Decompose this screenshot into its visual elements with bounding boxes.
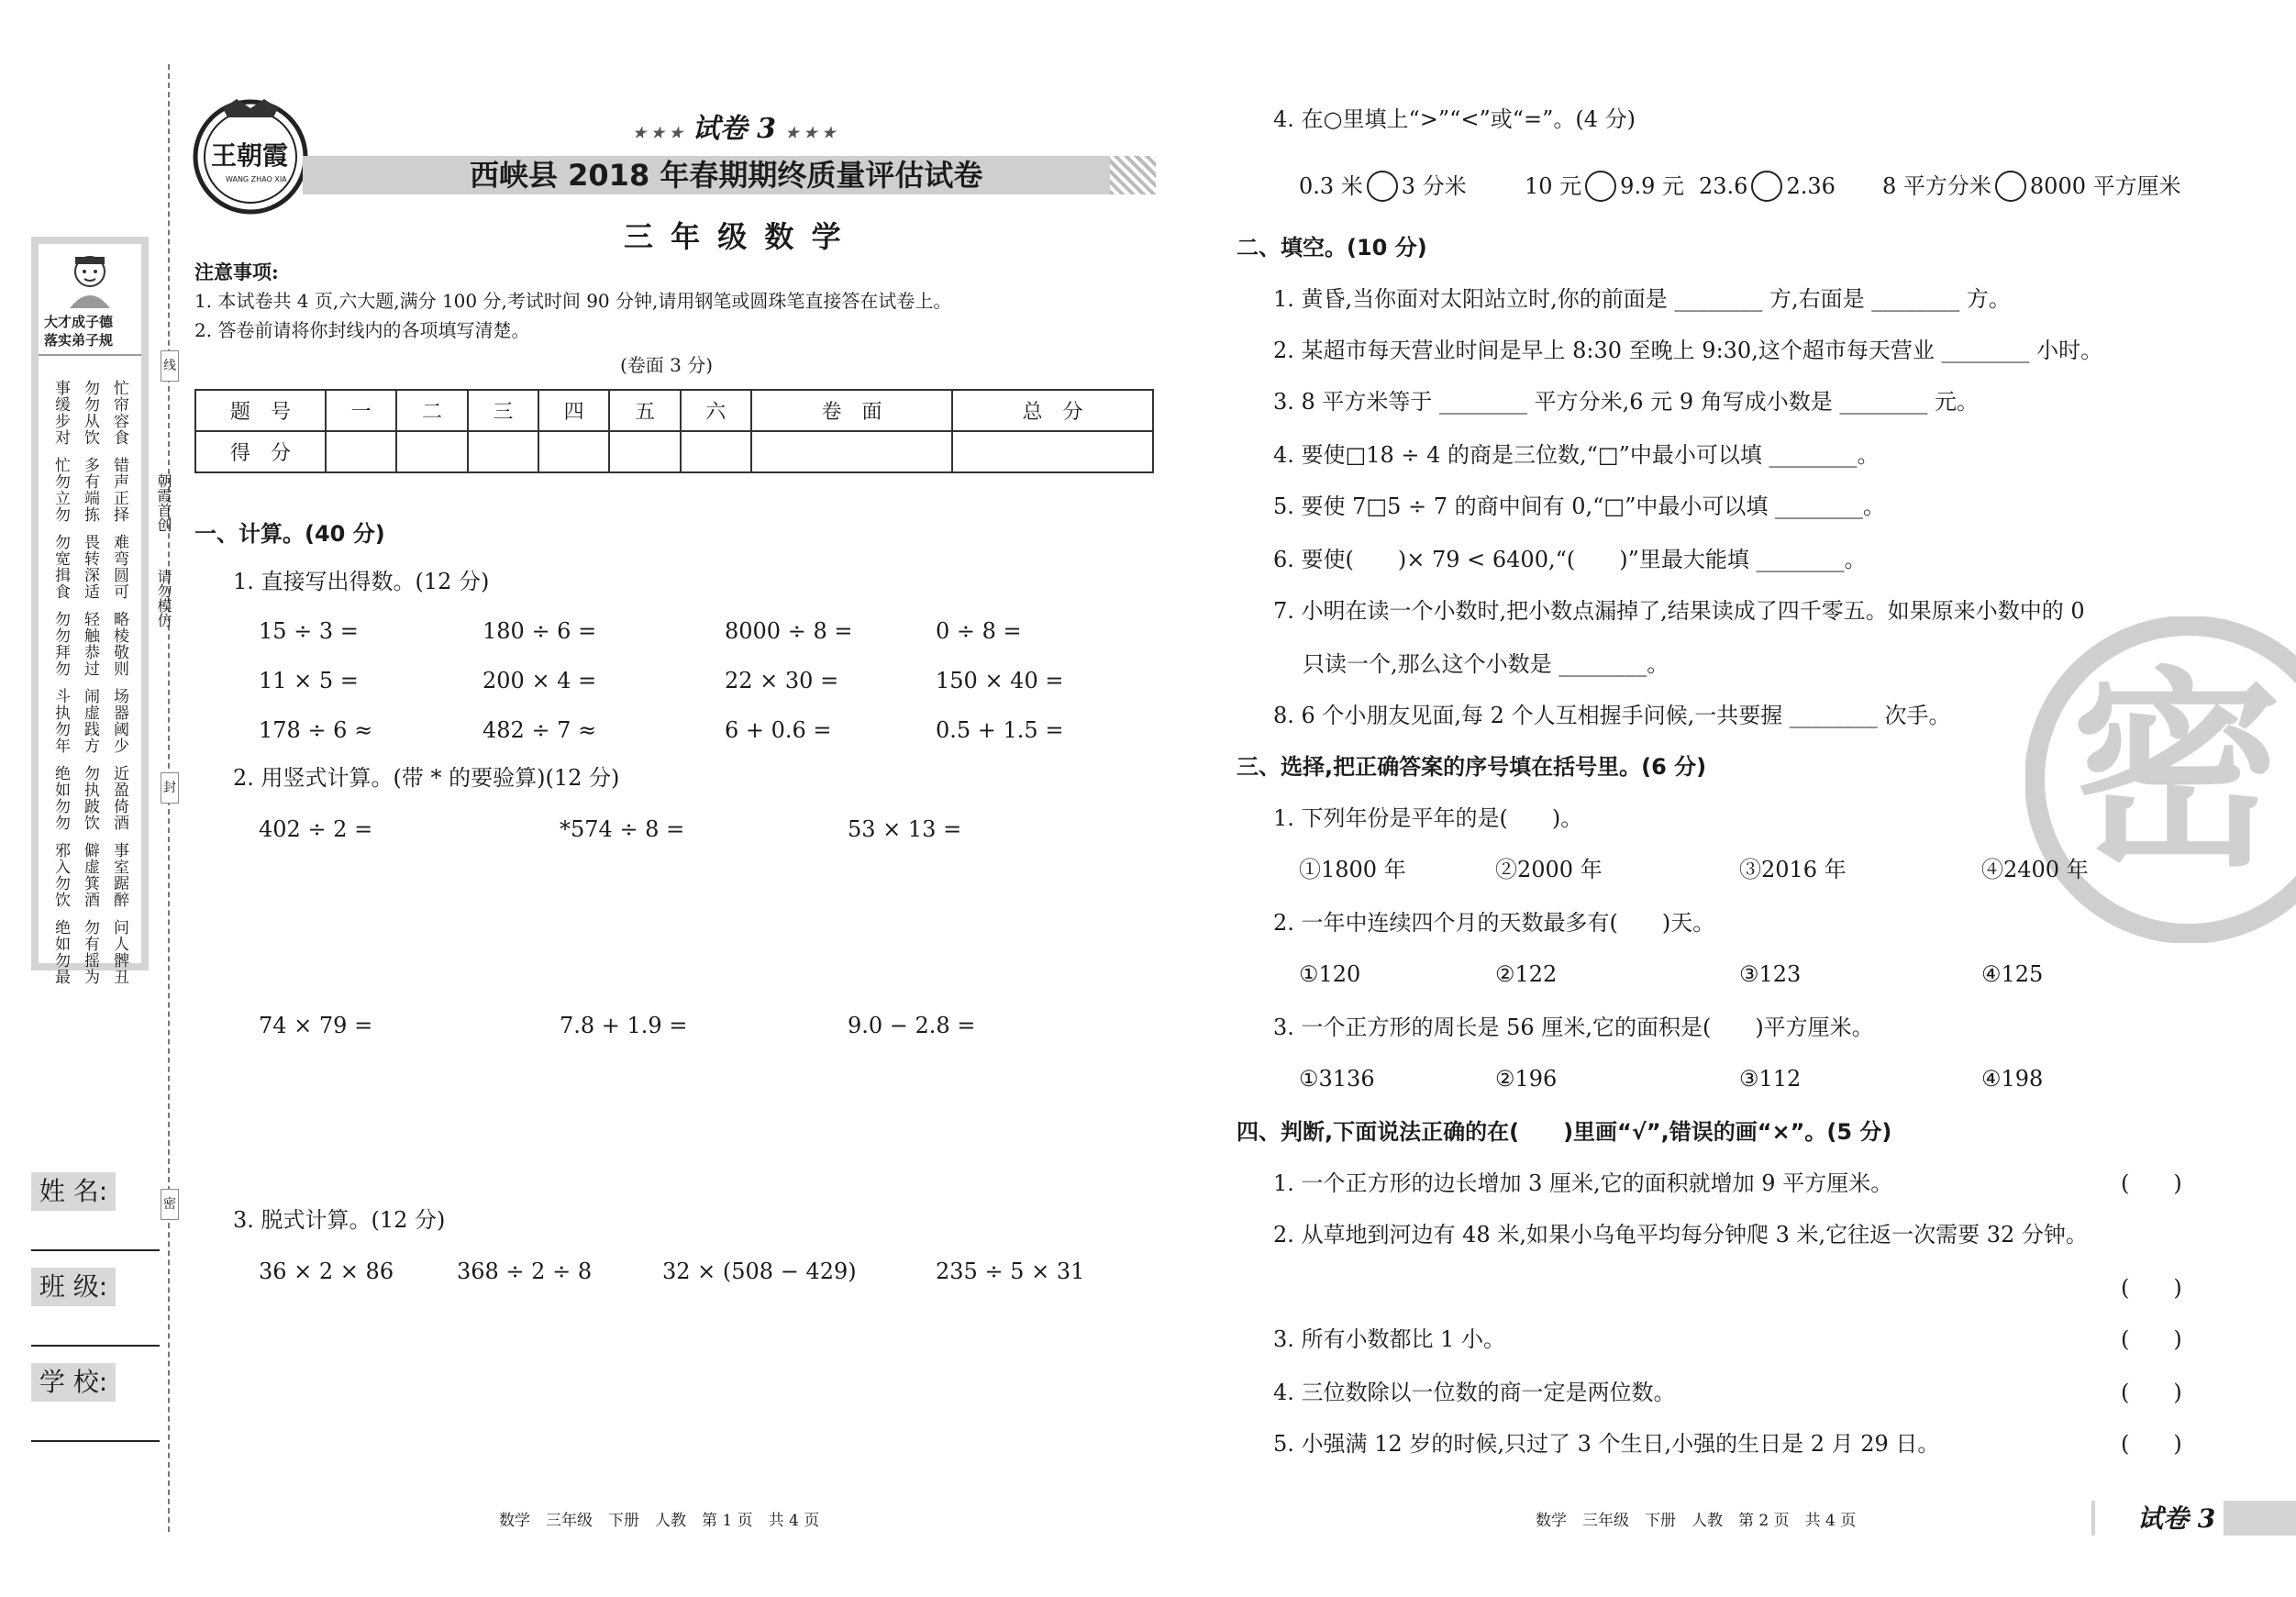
notice-line-2: 2. 答卷前请将你封线内的各项填写清楚。: [194, 319, 530, 341]
math-item: 15 ÷ 3 =: [259, 618, 359, 644]
rule-column: 多有端拣: [81, 457, 99, 523]
choice-option[interactable]: ②196: [1495, 1066, 1558, 1092]
choice-option[interactable]: ①3136: [1299, 1066, 1375, 1092]
footer-left: 数学 三年级 下册 人教 第 1 页 共 4 页: [499, 1512, 820, 1530]
vertical-calc-item: 9.0 − 2.8 =: [848, 1013, 976, 1038]
score-header-cell: 二: [396, 390, 467, 431]
fill-blank-item: 2. 某超市每天营业时间是早上 8:30 至晚上 9:30,这个超市每天营业 ________ 小时。: [1273, 338, 2103, 363]
score-header-cell: 四: [538, 390, 609, 431]
rule-column: 错声正择: [110, 457, 128, 523]
bind-mark-secret: 密: [161, 1189, 179, 1220]
rule-column: 邪入勿饮: [51, 842, 70, 908]
step-calc-item: 368 ÷ 2 ÷ 8: [457, 1259, 593, 1284]
rule-column: 事缓步对: [51, 380, 70, 446]
step-calc-item: 32 × (508 − 429): [662, 1259, 857, 1284]
compare-item: [1299, 171, 1467, 202]
rule-column: 场器阈少: [110, 688, 128, 754]
rule-column: 绝如勿最: [51, 919, 70, 985]
section1-title: 一、计算。(40 分): [194, 521, 385, 547]
true-false-item: 1. 一个正方形的边长增加 3 厘米,它的面积就增加 9 平方厘米。: [1273, 1170, 1893, 1196]
rule-column: 难弯圆可: [110, 534, 128, 600]
compare-circle[interactable]: [1995, 171, 2026, 202]
vertical-calc-item: 53 × 13 =: [848, 816, 962, 842]
choice-option[interactable]: ③2016 年: [1739, 857, 1847, 882]
rule-column: 近盈倚酒: [110, 765, 128, 831]
rule-column: 轻触恭过: [81, 611, 99, 677]
score-table-header-row: [195, 390, 1153, 431]
score-label-cell: 得 分: [195, 431, 326, 472]
score-header-cell: 六: [681, 390, 751, 431]
compare-item: [1699, 171, 1836, 202]
rule-column: 僻虚箕酒: [81, 842, 99, 908]
vertical-calc-item: 7.8 + 1.9 =: [560, 1013, 688, 1038]
math-item: 150 × 40 =: [936, 668, 1064, 693]
answer-paren[interactable]: ( ): [2121, 1380, 2182, 1405]
score-table: [194, 389, 1154, 473]
true-false-item: 2. 从草地到河边有 48 米,如果小乌龟平均每分钟爬 3 米,它往返一次需要 32 分钟。: [1273, 1222, 2088, 1248]
section3-q3: 3. 一个正方形的周长是 56 厘米,它的面积是( )平方厘米。: [1273, 1015, 1874, 1040]
section3-q2: 2. 一年中连续四个月的天数最多有( )天。: [1273, 910, 1715, 936]
math-item: 482 ÷ 7 ≈: [482, 717, 597, 743]
true-false-item: 4. 三位数除以一位数的商一定是两位数。: [1273, 1380, 1676, 1405]
fill-blank-item: 1. 黄昏,当你面对太阳站立时,你的前面是 ________ 方,右面是 ________ 方。: [1273, 286, 2011, 312]
exam-title: 西峡县 2018 年春期期终质量评估试卷: [470, 158, 983, 193]
section3-q1: 1. 下列年份是平年的是( )。: [1273, 805, 1583, 831]
sidebar-divider: [39, 354, 141, 356]
rule-column: 勿勿从饮: [81, 380, 99, 446]
fill-blank-item: 4. 要使□18 ÷ 4 的商是三位数,“□”中最小可以填 ________。: [1273, 442, 1880, 468]
side-note-1: 朝霞首创: [155, 473, 172, 532]
choice-option[interactable]: ③112: [1739, 1066, 1802, 1092]
math-item: 200 × 4 =: [482, 668, 597, 693]
class-label: 班 级:: [31, 1268, 116, 1306]
vertical-calc-item: *574 ÷ 8 =: [560, 816, 685, 842]
choice-option[interactable]: ③123: [1739, 961, 1802, 987]
bind-mark-line: 线: [161, 350, 179, 382]
score-input-cell[interactable]: [396, 431, 467, 472]
rule-column: 勿执跛饮: [81, 765, 99, 831]
name-line[interactable]: [31, 1249, 160, 1251]
rule-column: 斗执勿年: [51, 688, 70, 754]
rule-column: 问人髀丑: [110, 919, 128, 985]
side-note-2: 请勿模仿: [155, 569, 172, 627]
math-item: 180 ÷ 6 =: [482, 618, 597, 644]
true-false-item: 3. 所有小数都比 1 小。: [1273, 1326, 1506, 1352]
rule-column: 忙勿立勿: [51, 457, 70, 523]
bind-mark-seal: 封: [161, 772, 179, 804]
vertical-calc-item: 74 × 79 =: [259, 1013, 373, 1038]
score-header-cell: 一: [326, 390, 396, 431]
rule-column: 勿宽揖食: [51, 534, 70, 600]
math-item: 11 × 5 =: [259, 668, 359, 693]
score-header-cell: 卷 面: [751, 390, 952, 431]
subject-title: 三 年 级 数 学: [624, 219, 845, 254]
step-calc-item: 36 × 2 × 86: [259, 1259, 394, 1284]
rule-column: 勿勿拜勿: [51, 611, 70, 677]
rule-column: 勿有摇为: [81, 919, 99, 985]
logo-subtext: WANG ZHAO XIA: [226, 175, 287, 183]
compare-left: 23.6: [1699, 173, 1748, 199]
fill-blank-item: 3. 8 平方米等于 ________ 平方分米,6 元 9 角写成小数是 ________ 元。: [1273, 389, 1979, 415]
paper-tag: ★ ★ ★ 试卷 3 ★ ★ ★: [633, 113, 836, 145]
step-calc-item: 235 ÷ 5 × 31: [936, 1259, 1085, 1284]
logo-text: 王朝霞: [211, 140, 289, 171]
choice-option[interactable]: ④2400 年: [1981, 857, 2089, 882]
math-item: 0.5 + 1.5 =: [936, 717, 1064, 743]
logo-badge: [191, 97, 310, 216]
compare-right: 8000 平方厘米: [2029, 173, 2181, 199]
footer-right: 数学 三年级 下册 人教 第 2 页 共 4 页: [1536, 1512, 1857, 1530]
name-label: 姓 名:: [31, 1172, 116, 1211]
compare-item: [1882, 171, 2181, 202]
rule-column: 事室踞醉: [110, 842, 128, 908]
watermark-char: 密: [2071, 650, 2283, 895]
section1-q3-title: 3. 脱式计算。(12 分): [233, 1207, 446, 1233]
fill-blank-item: 6. 要使( )× 79 < 6400,“( )”里最大能填 ________。: [1273, 547, 1867, 572]
answer-paren[interactable]: ( ): [2121, 1275, 2182, 1301]
math-item: 22 × 30 =: [725, 668, 839, 693]
compare-left: 0.3 米: [1299, 173, 1363, 199]
section1-q1-title: 1. 直接写出得数。(12 分): [233, 569, 490, 594]
compare-circle[interactable]: [1585, 171, 1616, 202]
compare-left: 10 元: [1525, 173, 1582, 199]
footer-tag: 试卷 3: [2137, 1503, 2216, 1534]
fill-blank-item: 7. 小明在读一个小数时,把小数点漏掉了,结果读成了四千零五。如果原来小数中的 0: [1273, 598, 2085, 624]
score-input-cell[interactable]: [538, 431, 609, 472]
choice-option[interactable]: ①1800 年: [1299, 857, 1406, 882]
answer-paren[interactable]: ( ): [2121, 1326, 2182, 1352]
mascot-figure: [57, 251, 123, 310]
score-header-cell: 三: [468, 390, 538, 431]
choice-option[interactable]: ④125: [1981, 961, 2044, 987]
choice-option[interactable]: ②2000 年: [1495, 857, 1603, 882]
compare-circle[interactable]: [1367, 171, 1398, 202]
title-banner-dots: [1110, 156, 1156, 194]
school-line[interactable]: [31, 1440, 160, 1442]
answer-paren[interactable]: ( ): [2121, 1431, 2182, 1457]
math-item: 6 + 0.6 =: [725, 717, 832, 743]
class-line[interactable]: [31, 1345, 160, 1347]
score-header-cell: 总 分: [952, 390, 1153, 431]
school-label: 学 校:: [31, 1363, 116, 1402]
section4-title: 四、判断,下面说法正确的在( )里画“√”,错误的画“×”。(5 分): [1237, 1119, 1892, 1145]
choice-option[interactable]: ①120: [1299, 961, 1361, 987]
true-false-item: 5. 小强满 12 岁的时候,只过了 3 个生日,小强的生日是 2 月 29 日。: [1273, 1431, 1940, 1457]
score-label-cell: 题 号: [195, 390, 326, 431]
math-item: 8000 ÷ 8 =: [725, 618, 853, 644]
paper-face-note: (卷面 3 分): [620, 354, 714, 376]
score-input-cell[interactable]: [326, 431, 396, 472]
compare-right: 9.9 元: [1620, 173, 1684, 199]
section3-title: 三、选择,把正确答案的序号填在括号里。(6 分): [1237, 754, 1707, 780]
score-table-score-row: [195, 431, 1153, 472]
rule-column: 畏转深适: [81, 534, 99, 600]
paper-tag-label: 试卷 3: [692, 113, 776, 145]
score-input-cell[interactable]: [609, 431, 680, 472]
math-item: 0 ÷ 8 =: [936, 618, 1022, 644]
score-input-cell[interactable]: [468, 431, 538, 472]
rule-column: 闹虚践方: [81, 688, 99, 754]
rule-column: 忙帘容食: [110, 380, 128, 446]
watermark: [2025, 616, 2296, 943]
answer-paren[interactable]: ( ): [2121, 1170, 2182, 1196]
section1-q2-title: 2. 用竖式计算。(带 * 的要验算)(12 分): [233, 765, 620, 791]
rule-column: 略棱敬则: [110, 611, 128, 677]
choice-option[interactable]: ②122: [1495, 961, 1558, 987]
score-input-cell[interactable]: [952, 431, 1153, 472]
fill-blank-item: 只读一个,那么这个小数是 ________。: [1303, 651, 1669, 677]
sidebar-motto-2: 落实弟子规: [44, 332, 114, 349]
notice-line-1: 1. 本试卷共 4 页,六大题,满分 100 分,考试时间 90 分钟,请用钢笔或圆珠笔直接答在试卷上。: [194, 290, 952, 312]
section2-title: 二、填空。(10 分): [1237, 235, 1427, 261]
score-input-cell[interactable]: [751, 431, 952, 472]
choice-option[interactable]: ④198: [1981, 1066, 2044, 1092]
q4-title: 4. 在○里填上“>”“<”或“=”。(4 分): [1273, 106, 1636, 132]
compare-left: 8 平方分米: [1882, 173, 1991, 199]
score-input-cell[interactable]: [681, 431, 751, 472]
math-item: 178 ÷ 6 ≈: [259, 717, 373, 743]
score-header-cell: 五: [609, 390, 680, 431]
compare-circle[interactable]: [1751, 171, 1782, 202]
compare-right: 3 分米: [1401, 173, 1467, 199]
fill-blank-item: 8. 6 个小朋友见面,每 2 个人互相握手问候,一共要握 ________ 次手。: [1273, 703, 1951, 728]
compare-item: [1525, 171, 1684, 202]
compare-right: 2.36: [1786, 173, 1836, 199]
notice-heading: 注意事项:: [194, 261, 279, 283]
fill-blank-item: 5. 要使 7□5 ÷ 7 的商中间有 0,“□”中最小可以填 ________。: [1273, 494, 1886, 519]
sidebar-motto-1: 大才成子德: [44, 314, 114, 330]
rule-column: 绝如勿勿: [51, 765, 70, 831]
vertical-calc-item: 402 ÷ 2 =: [259, 816, 373, 842]
